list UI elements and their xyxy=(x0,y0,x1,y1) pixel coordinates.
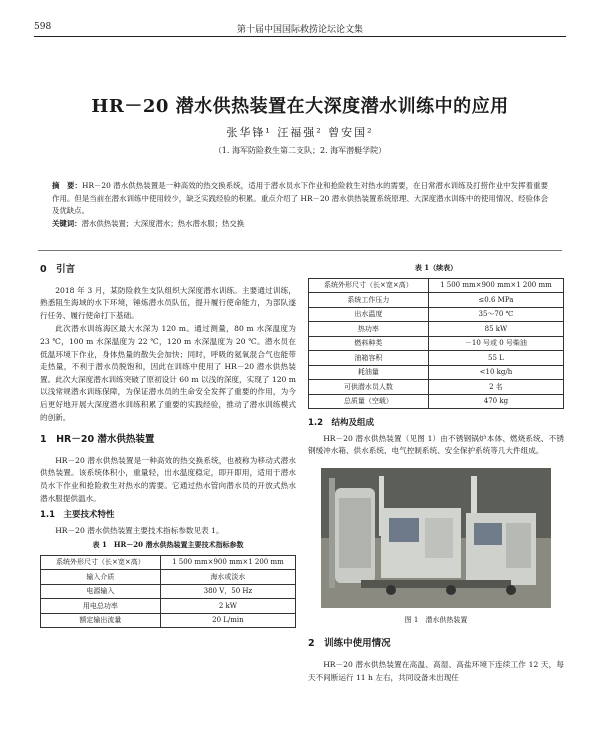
page-number: 598 xyxy=(34,22,52,32)
table-row xyxy=(309,322,564,337)
table-cell: 1 500 mm×900 mm×1 200 mm xyxy=(160,555,295,570)
section-0-heading: 0 引言 xyxy=(40,264,76,275)
table-cell: 油箱容积 xyxy=(309,351,429,366)
running-title: 第十届中国国际救捞论坛论文集 xyxy=(236,25,363,35)
abstract xyxy=(52,180,548,218)
table-cell: ≤0.6 MPa xyxy=(428,293,563,308)
paper-title: HR－20 潜水供热装置在大深度潜水训练中的应用 xyxy=(91,96,509,117)
paragraph: HR－20 潜水供热装置（见图 1）由不锈钢锅炉本体、燃烧系统、不锈钢缓冲水箱、供水系统、电气控制系统、安全保护系统等几大件组成。 xyxy=(308,433,564,456)
table-cell: 额定输出流量 xyxy=(41,613,161,628)
abstract-text: HR－20 潜水供热装置是一种高效的热交换系统，适用于潜水员水下作业和抢险救生对热水的需要，在日常潜水训练及打捞作业中发挥着重要作用。但是当前在潜水训练中使用较少，缺乏实践经验的积累。重点介绍了 HR－20 潜水供热装置系统原理、大深度潜水训练中的使用情况、经验体会及优缺点。 xyxy=(52,181,548,215)
table-row xyxy=(309,336,564,351)
table-cell: 热功率 xyxy=(309,322,429,337)
table-row xyxy=(309,365,564,380)
table-cell: 可供潜水员人数 xyxy=(309,380,429,395)
table-1 xyxy=(40,555,296,629)
paragraph: HR－20 潜水供热装置是一种高效的热交换系统，也被称为移动式潜水供热装置。该系统体积小，重量轻，出水温度稳定，即开即用，适用于潜水员水下作业和抢险救生对热水的需要。它通过热水管向潜水员的开放式热水潜水服提供温水。 xyxy=(40,455,296,503)
table-cell: 电源输入 xyxy=(41,584,161,599)
table-cell: 海水或淡水 xyxy=(160,570,295,585)
table-cell: 用电总功率 xyxy=(41,599,161,614)
divider xyxy=(38,250,562,251)
table-cell: 系统外形尺寸（长×宽×高） xyxy=(41,555,161,570)
table-row xyxy=(309,307,564,322)
table-row xyxy=(309,293,564,308)
left-column xyxy=(40,262,296,628)
keywords-label: 关键词： xyxy=(52,218,82,228)
keywords-text: 潜水供热装置；大深度潜水；热水潜水服；热交换 xyxy=(81,218,245,228)
paragraph: HR－20 潜水供热装置在高温、高湿、高盐环境下连续工作 12 天，每天不间断运行 11 h 左右，共同设备未出现任 xyxy=(308,660,564,682)
table-row xyxy=(309,380,564,395)
table-row xyxy=(41,613,296,628)
table-row xyxy=(41,570,296,585)
table-cell: 2 名 xyxy=(428,380,563,395)
running-header xyxy=(34,22,566,37)
table-cell: <10 kg/h xyxy=(428,365,563,380)
table-1-caption: 表 1 HR－20 潜水供热装置主要技术指标参数 xyxy=(92,540,244,550)
table-cell: 燃料种类 xyxy=(309,336,429,351)
figure-1-caption: 图 1 潜水供热装置 xyxy=(404,615,468,624)
right-column xyxy=(308,262,564,685)
abstract-label: 摘 要： xyxy=(52,181,82,190)
table-cell: 35～70 ℃ xyxy=(428,307,563,322)
table-cell: 输入介质 xyxy=(41,570,161,585)
table-cell: 20 L/min xyxy=(160,613,295,628)
table-cell: 系统外形尺寸（长×宽×高） xyxy=(309,278,429,293)
table-row xyxy=(309,278,564,293)
table-row xyxy=(41,584,296,599)
section-1-1-heading: 1.1 主要技术特性 xyxy=(40,510,115,521)
paragraph: 2018 年 3 月，某防险救生支队组织大深度潜水训练。主要通过训练，熟悉阻生海域的水下环境，锤炼潜水员队伍，提升履行使命能力，为部队遂行任务、履行使命打下基础。 xyxy=(40,285,296,320)
section-2-heading: 2 训练中使用情况 xyxy=(308,638,391,650)
table-cell: 总质量（空载） xyxy=(309,394,429,409)
paragraph: HR－20 潜水供热装置主要技术指标参数见表 1。 xyxy=(55,525,224,535)
affiliation: （1. 海军防险救生第二支队；2. 海军潜艇学院） xyxy=(213,146,387,155)
table-cell: 55 L xyxy=(428,351,563,366)
heater-unit-illustration xyxy=(321,468,551,608)
table-row xyxy=(41,555,296,570)
table-cell: 85 kW xyxy=(428,322,563,337)
table-row xyxy=(309,394,564,409)
section-1-heading: 1 HR－20 潜水供热装置 xyxy=(40,434,155,446)
section-1-2-heading: 1.2 结构及组成 xyxy=(308,418,375,429)
table-cell: 470 kg xyxy=(428,394,563,409)
table-row xyxy=(41,599,296,614)
figure-1-photo xyxy=(321,468,551,608)
authors: 张华锋¹ 汪福强² 曾安国² xyxy=(226,126,374,139)
table-cell: 出水温度 xyxy=(309,307,429,322)
table-1-continued xyxy=(308,278,564,410)
table-cell: 2 kW xyxy=(160,599,295,614)
table-1-cont-caption: 表 1（续表） xyxy=(414,263,458,272)
paragraph: 此次潜水训练海区最大水深为 120 m。通过测量，80 m 水深温度为 23 ℃，100 m 水深温度为 22 ℃，120 m 水深温度为 20 ℃。潜水员在低温环境下作业，身体热量的散失会加快；同时，呼吸的氦氧混合气也能带走热量，不利于潜水员脱饱和，因此在训练中使用了 HR－20 潜水供热装置。此次大深度潜水训练突破了原初设计 60 m 以浅的深度，实现了 120 m 以浅常规潜水训练保障，为保证潜水员的生命安全发挥了重要的作用，为今后更好地开展大深度潜水训练积累了重要的实践经验，推动了潜水训练模式的创新。 xyxy=(40,324,296,422)
abstract-block xyxy=(52,180,548,230)
table-cell: 1 500 mm×900 mm×1 200 mm xyxy=(428,278,563,293)
keywords xyxy=(52,218,548,231)
table-cell: 380 V，50 Hz xyxy=(160,584,295,599)
table-row xyxy=(309,351,564,366)
table-cell: －10 号或 0 号柴油 xyxy=(428,336,563,351)
table-cell: 耗油量 xyxy=(309,365,429,380)
table-cell: 系统工作压力 xyxy=(309,293,429,308)
